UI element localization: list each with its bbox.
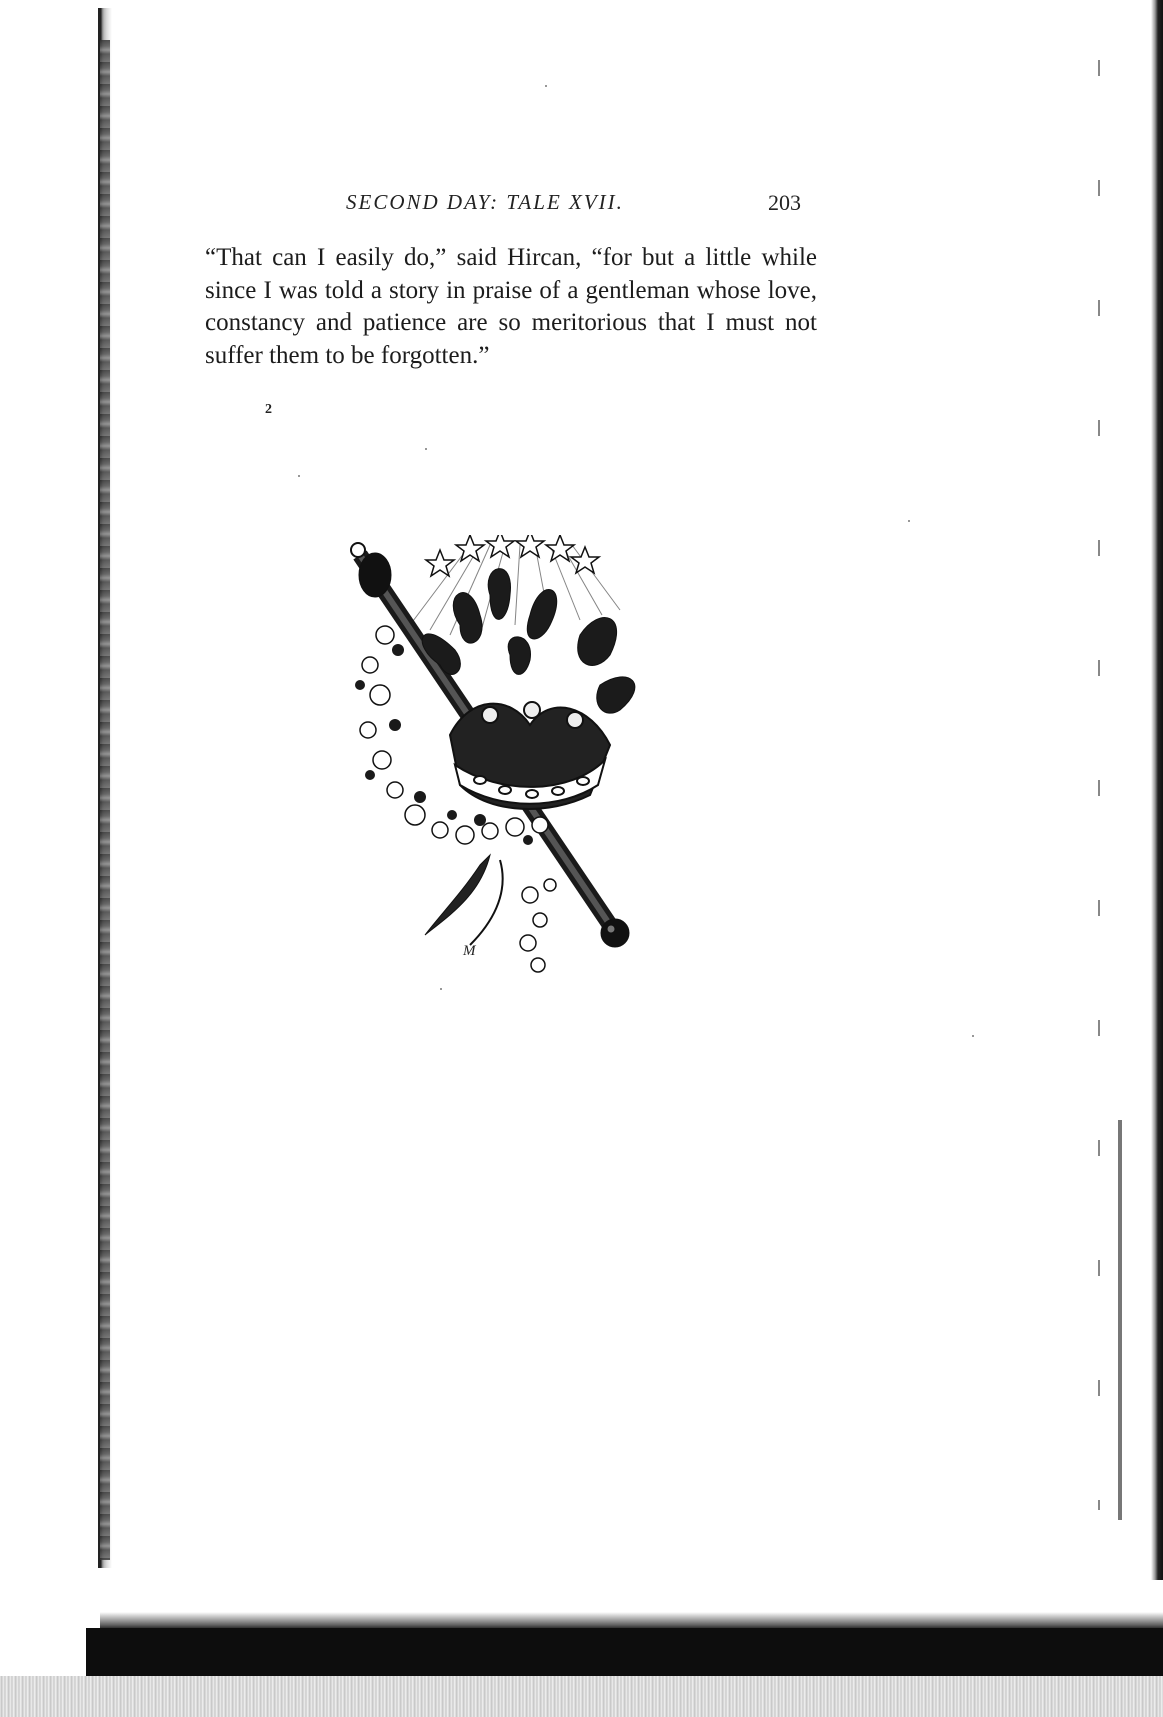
bottom-scan-band xyxy=(86,1628,1163,1676)
scan-speck xyxy=(425,448,427,450)
scan-speck xyxy=(972,1035,974,1037)
body-paragraph: “That can I easily do,” said Hircan, “for but a little while since I was told a story in praise of a gentleman whose love, constancy and patience are so meritorious that I must not suffer them to be forgotten.” xyxy=(205,244,817,369)
left-binding-shadow xyxy=(100,40,110,1560)
scan-speck xyxy=(908,520,910,522)
scan-speck xyxy=(545,85,547,87)
engraver-monogram: M xyxy=(463,943,476,959)
scan-speck xyxy=(298,475,300,477)
bottom-scan-noise xyxy=(0,1676,1163,1717)
signature-mark: 2 xyxy=(265,402,272,417)
right-edge-bar xyxy=(1118,1120,1122,1520)
right-edge-marks xyxy=(1098,10,1100,1510)
scan-speck xyxy=(440,988,442,990)
page-number: 203 xyxy=(768,190,801,215)
right-page-edge xyxy=(1151,0,1163,1580)
crown-sceptre-garland-vignette-icon xyxy=(340,535,720,1065)
running-head-title: SECOND DAY: TALE XVII. xyxy=(346,190,624,214)
